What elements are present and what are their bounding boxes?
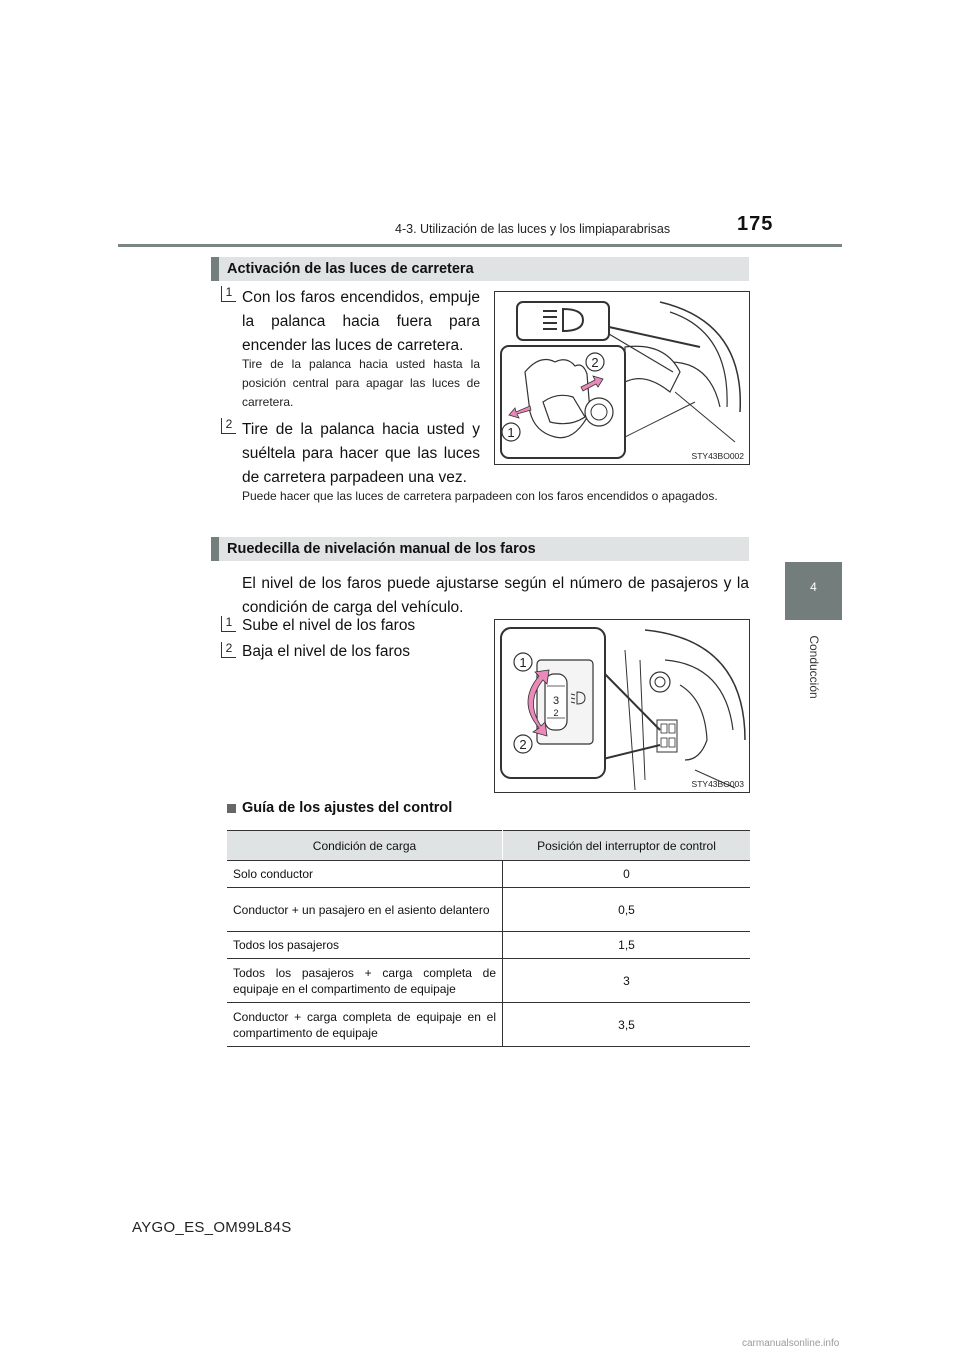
section-heading-leveling-dial <box>211 537 749 561</box>
callout-2: 2 <box>519 737 527 752</box>
table-cell: Conductor + carga completa de equipaje en el compartimento de equipaje <box>227 1003 503 1047</box>
item-2-text: Baja el nivel de los faros <box>242 643 411 660</box>
page-number: 175 <box>737 213 774 235</box>
callout-2: 2 <box>591 355 599 370</box>
guide-heading-text: Guía de los ajustes del control <box>242 800 453 816</box>
section-heading-high-beam <box>211 257 749 281</box>
section-heading-text: Ruedecilla de nivelación manual de los faros <box>227 541 536 557</box>
table-cell: 3 <box>503 959 751 1003</box>
figure-code: STY43BO003 <box>691 779 744 789</box>
table-row <box>227 888 750 932</box>
guide-table <box>227 830 750 1047</box>
table-cell: 1,5 <box>503 932 751 959</box>
figure-high-beam-lever <box>494 291 750 465</box>
chapter-tab <box>785 562 842 620</box>
table-row <box>227 959 750 1003</box>
column-header: Posición del interruptor de control <box>503 831 751 861</box>
section-heading-text: Activación de las luces de carretera <box>227 261 474 277</box>
column-header: Condición de carga <box>227 831 503 861</box>
table-cell: 0,5 <box>503 888 751 932</box>
item-marker-1: 1 <box>221 616 236 632</box>
table-cell: Conductor + un pasajero en el asiento delantero <box>227 888 503 932</box>
section-2-intro: El nivel de los faros puede ajustarse según el número de pasajeros y la condición de carga del vehículo. <box>242 575 749 616</box>
dial-number: 3 <box>552 695 560 707</box>
callout-1: 1 <box>507 425 515 440</box>
item-1-text: Con los faros encendidos, empuje la palanca hacia fuera para encender las luces de carretera. <box>242 289 480 354</box>
item-1-text: Sube el nivel de los faros <box>242 617 416 634</box>
guide-heading <box>227 800 452 816</box>
chapter-label: Conducción <box>807 635 821 699</box>
figure-code: STY43BO002 <box>691 451 744 461</box>
table-cell: Todos los pasajeros + carga completa de equipaje en el compartimento de equipaje <box>227 959 503 1003</box>
square-bullet-icon <box>227 804 236 813</box>
header-section-title: 4-3. Utilización de las luces y los limpiaparabrisas <box>395 222 671 236</box>
header-rule <box>118 244 842 247</box>
figure-leveling-dial <box>494 619 750 793</box>
chapter-number: 4 <box>810 580 817 594</box>
document-code: AYGO_ES_OM99L84S <box>132 1219 292 1236</box>
item-1-note: Tire de la palanca hacia usted hasta la posición central para apagar las luces de carretera. <box>242 357 480 409</box>
table-cell: 0 <box>503 861 751 888</box>
table-cell: 3,5 <box>503 1003 751 1047</box>
item-marker-1: 1 <box>221 286 236 302</box>
dial-number-low: 2 <box>553 708 559 718</box>
table-cell: Solo conductor <box>227 861 503 888</box>
table-header-row <box>227 831 750 861</box>
table-row <box>227 861 750 888</box>
item-2-text: Tire de la palanca hacia usted y suéltela para hacer que las luces de carretera parpadeen una vez. <box>242 421 480 486</box>
item-marker-2: 2 <box>221 642 236 658</box>
watermark: carmanualsonline.info <box>742 1338 840 1349</box>
table-row <box>227 932 750 959</box>
item-marker-2: 2 <box>221 418 236 434</box>
table-row <box>227 1003 750 1047</box>
lever-illustration <box>495 292 749 464</box>
callout-1: 1 <box>519 655 527 670</box>
dial-illustration <box>495 620 749 792</box>
table-cell: Todos los pasajeros <box>227 932 503 959</box>
section-1-note: Puede hacer que las luces de carretera parpadeen con los faros encendidos o apagados. <box>242 489 718 503</box>
